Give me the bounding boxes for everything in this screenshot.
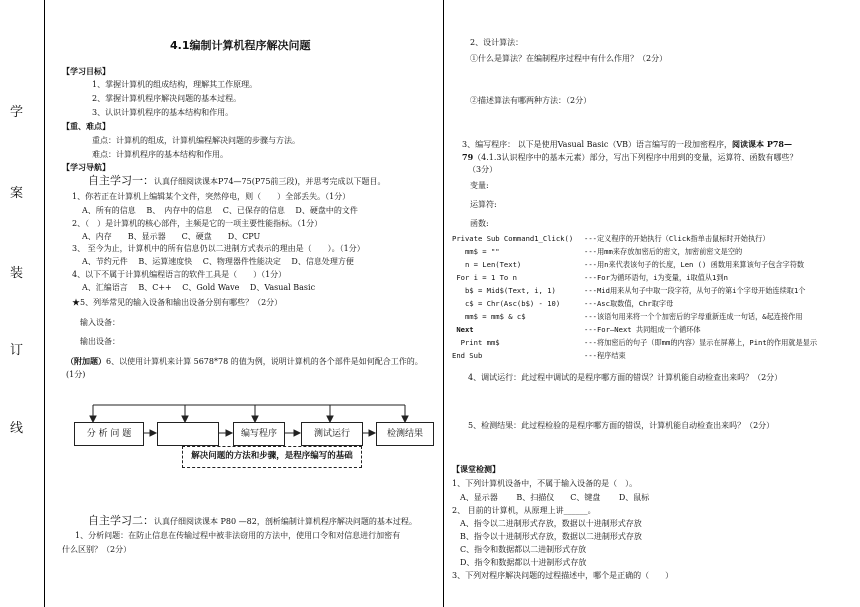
code-comment-6: ---Asc取数值，Chr取字母 xyxy=(584,299,674,308)
question-2: 2、（ ）是计算机的核心部件，主频是它的一项主要性能指标。（1分） xyxy=(72,219,323,228)
question-4-options: A、汇编语言 B、C++ C、Gold Wave D、Vasual Basic xyxy=(82,283,316,292)
key-focus: 重点：计算机的组成，计算机编程解决问题的步骤与方法。 xyxy=(92,136,300,145)
check-q2-option-b: B、指令以十进制形式存放，数据以二进制形式存放 xyxy=(460,532,642,541)
side-char-2: 案 xyxy=(10,186,24,201)
check-q1-options: A、显示器 B、扫描仪 C、键盘 D、鼠标 xyxy=(460,493,650,502)
output-devices-label: 输出设备： xyxy=(80,337,120,346)
code-comment-2: ---用mm来存放加密后的密文，加密前密文是空的 xyxy=(584,247,743,256)
check-q3: 3、下列对程序解决问题的过程描述中，哪个是正确的（ ） xyxy=(452,571,674,580)
analyze-question-cont: 什么区别？（2分） xyxy=(62,545,132,554)
write-program-line2 xyxy=(462,152,798,164)
self-study-1-title: 自主学习一： xyxy=(88,174,154,187)
code-line-5: b$ = Mid$(Text, i, 1) xyxy=(452,286,556,295)
goal-1: 1、掌握计算机的组成结构，理解其工作原理。 xyxy=(92,80,258,89)
write-program-bold: 阅读课本 P78— xyxy=(732,139,792,149)
check-question: 5、检测结果：此过程检验的是程序哪方面的错误，计算机能自动检查出来吗？（2分） xyxy=(468,421,775,430)
code-comment-10: ---程序结束 xyxy=(584,351,626,360)
key-difficulty: 难点：计算机程序的基本结构和作用。 xyxy=(92,150,228,159)
flow-step-check: 检测结果 xyxy=(376,422,434,446)
self-study-2 xyxy=(88,514,417,529)
flow-step-design xyxy=(157,422,219,446)
code-line-7: mm$ = mm$ & c$ xyxy=(452,312,526,321)
extra-question-text: 6、以使用计算机来计算 5678*78 的值为例，说明计算机的各个部件是如何配合工作的。 xyxy=(106,357,423,366)
goals-heading: 【学习目标】 xyxy=(62,67,110,76)
self-study-2-title: 自主学习二： xyxy=(88,514,154,527)
variables-label: 变量: xyxy=(470,181,489,190)
code-line-8: Next xyxy=(452,325,474,334)
side-char-4: 订 xyxy=(10,343,24,358)
flow-step-test: 测试运行 xyxy=(301,422,363,446)
self-study-1-text: 认真仔细阅读课本P74—75(P75前三段)，并思考完成以下题目。 xyxy=(154,177,386,186)
extra-question-points: (1分) xyxy=(66,370,86,379)
code-comment-3: ---用n来代表该句子的长度，Len () 函数用来算该句子包含字符数 xyxy=(584,260,805,269)
analyze-question: 1、分析问题：在防止信息在传输过程中被非法窃用的方法中，使用口令和对信息进行加密有 xyxy=(75,531,401,540)
goal-2: 2、掌握计算机程序解决问题的基本过程。 xyxy=(92,94,242,103)
write-program-line1 xyxy=(462,139,792,151)
code-line-1: Private Sub Command1_Click() xyxy=(452,234,574,243)
code-line-4: For i = 1 To n xyxy=(452,273,517,282)
page-title: 4.1编制计算机程序解决问题 xyxy=(170,39,311,52)
side-char-5: 线 xyxy=(10,421,24,436)
key-heading: 【重、难点】 xyxy=(62,122,110,131)
code-comment-5: ---Mid用来从句子中取一段字符，从句子的第i个字母开始连续取1个 xyxy=(584,286,806,295)
write-program-bold-2: 79 xyxy=(462,152,474,162)
question-2-options: A、内存 B、显示器 C、硬盘 D、CPU xyxy=(82,232,261,241)
question-3: 3、 至今为止，计算机中的所有信息仍以二进制方式表示的理由是（ ）。（1分） xyxy=(72,244,365,253)
code-line-2: mm$ = "" xyxy=(452,247,500,256)
question-1-options: A、所有的信息 B、 内存中的信息 C、已保存的信息 D、硬盘中的文件 xyxy=(82,206,358,215)
check-q2-option-d: D、指令和数据都以十进制形式存放 xyxy=(460,558,587,567)
goal-3: 3、认识计算机程序的基本结构和作用。 xyxy=(92,108,234,117)
side-char-1: 学 xyxy=(10,105,24,120)
algorithm-question-1: ①什么是算法？在编制程序过程中有什么作用？（2分） xyxy=(470,54,668,63)
check-q2-option-a: A、指令以二进制形式存放，数据以十进制形式存放 xyxy=(460,519,642,528)
check-q2: 2、 目前的计算机，从原理上讲______。 xyxy=(452,506,596,515)
write-program-text-2: （4.1.3认识程序中的基本元素）部分，写出下列程序中用到的变量，运算符、函数有哪些？ xyxy=(473,153,798,162)
question-3-options: A、节约元件 B、运算速度快 C、物理器件性能决定 D、信息处理方便 xyxy=(82,257,354,266)
code-comment-7: ---该语句用来将一个个加密后的字母重新连成一句话，&起连接作用 xyxy=(584,312,803,321)
flow-step-analyze: 分 析 问 题 xyxy=(74,422,144,446)
guide-heading: 【学习导航】 xyxy=(62,163,110,172)
check-q2-option-c: C、指令和数据都以二进制形式存放 xyxy=(460,545,587,554)
algorithm-question-2: ②描述算法有哪两种方法：（2分） xyxy=(470,96,592,105)
debug-question: 4、调试运行：此过程中调试的是程序哪方面的错误？计算机能自动检查出来吗？（2分） xyxy=(468,373,783,382)
code-line-3: n = Len(Text) xyxy=(452,260,522,269)
code-line-9: Print mm$ xyxy=(452,338,500,347)
class-check-heading: 【课堂检测】 xyxy=(452,465,500,474)
design-algorithm-title: 2、设计算法： xyxy=(470,38,524,47)
write-program-text: 3、编写程序： 以下是使用Vasual Basic（VB）语言编写的一段加密程序， xyxy=(462,140,733,149)
code-line-6: c$ = Chr(Asc(b$) - 10) xyxy=(452,299,561,308)
input-devices-label: 输入设备： xyxy=(80,318,120,327)
functions-label: 函数: xyxy=(470,219,489,228)
flow-note: 解决问题的方法和步骤，是程序编写的基础 xyxy=(182,446,362,468)
code-comment-4: ---For为循环语句，i为变量，i取值从1到n xyxy=(584,273,728,282)
write-program-points: （3分） xyxy=(468,165,498,174)
check-q1: 1、下列计算机设备中，不属于输入设备的是（ ）。 xyxy=(452,479,638,488)
question-1: 1、你若正在计算机上编辑某个文件，突然停电，则（ ）全部丢失。（1分） xyxy=(72,192,351,201)
extra-question-label: （附加题） xyxy=(66,356,106,366)
flow-step-code: 编写程序 xyxy=(233,422,285,446)
code-comment-8: ---For—Next 共同组成一个循环体 xyxy=(584,325,701,334)
code-line-10: End Sub xyxy=(452,351,483,360)
code-comment-9: ---将加密后的句子（即mm的内容）显示在屏幕上，Pint的作用就是显示 xyxy=(584,338,818,347)
question-5: ★5、列举常见的输入设备和输出设备分别有哪些？（2分） xyxy=(72,298,283,307)
code-comment-1: ---定义程序的开始执行（Click指单击鼠标时开始执行） xyxy=(584,234,770,243)
self-study-2-text: 认真仔细阅读课本 P80 —82，剖析编制计算机程序解决问题的基本过程。 xyxy=(154,517,417,526)
question-4: 4、以下不属于计算机编程语言的软件工具是（ ）（1分） xyxy=(72,270,287,279)
operators-label: 运算符: xyxy=(470,200,497,209)
side-char-3: 装 xyxy=(10,266,24,281)
